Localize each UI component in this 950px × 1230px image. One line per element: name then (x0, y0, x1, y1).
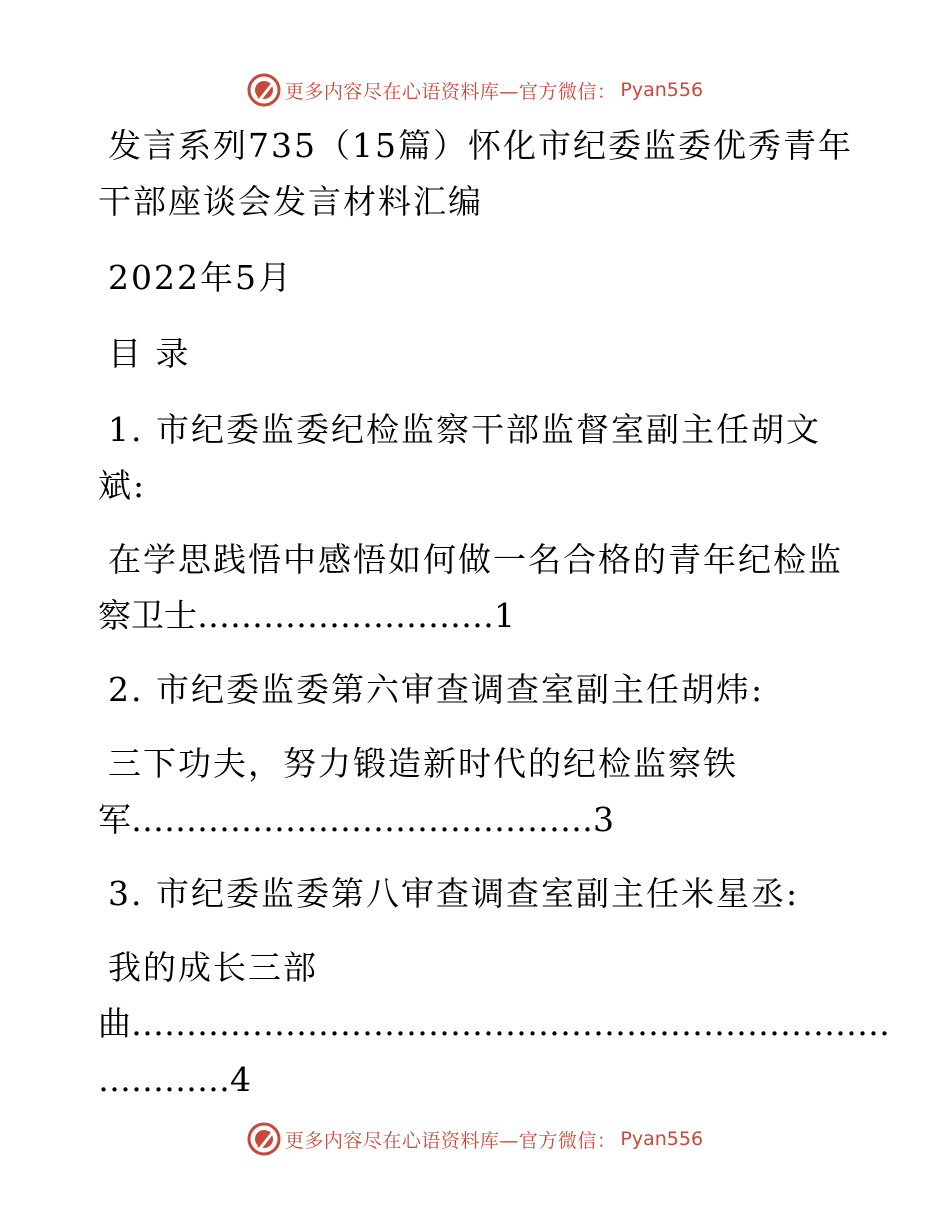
footer-banner (0, 1119, 950, 1159)
document-title-line-2: 干部座谈会发言材料汇编 (98, 182, 483, 221)
document-title-line-1: 发言系列735（15篇）怀化市纪委监委优秀青年 (108, 126, 853, 165)
toc-heading: 目 录 (108, 334, 191, 373)
pen-circle-logo-icon (247, 73, 281, 107)
toc-entry-2-title: 三下功夫，努力锻造新时代的纪检监察铁 (108, 744, 738, 783)
toc-entry-1-speaker-cont: 斌: (98, 466, 147, 505)
document-body (98, 118, 890, 1108)
banner-contact: Pyan556 (620, 1128, 704, 1150)
banner-contact: Pyan556 (620, 79, 704, 101)
toc-entry-1-title-cont: 察卫士………………………1 (98, 596, 515, 635)
banner-text: 更多内容尽在心语资料库—官方微信： (284, 1129, 617, 1152)
toc-entry-2-speaker: 2. 市纪委监委第六审查调查室副主任胡炜: (108, 670, 765, 709)
toc-entry-3-title: 我的成长三部 (108, 948, 318, 987)
document-date: 2022年5月 (108, 258, 293, 297)
toc-entry-3-title-cont: 曲…………………………………………………………… (98, 1004, 890, 1043)
toc-entry-1-title: 在学思践悟中感悟如何做一名合格的青年纪检监 (108, 540, 843, 579)
toc-entry-1-speaker: 1. 市纪委监委纪检监察干部监督室副主任胡文 (108, 410, 821, 449)
toc-entry-3-speaker: 3. 市纪委监委第八审查调查室副主任米星丞: (108, 874, 800, 913)
header-banner (0, 70, 950, 110)
banner-text: 更多内容尽在心语资料库—官方微信： (284, 80, 617, 103)
pen-circle-logo-icon (247, 1122, 281, 1156)
toc-entry-2-title-cont: 军……………………………………3 (98, 800, 614, 839)
toc-entry-3-title-cont-2: …………4 (98, 1060, 251, 1099)
